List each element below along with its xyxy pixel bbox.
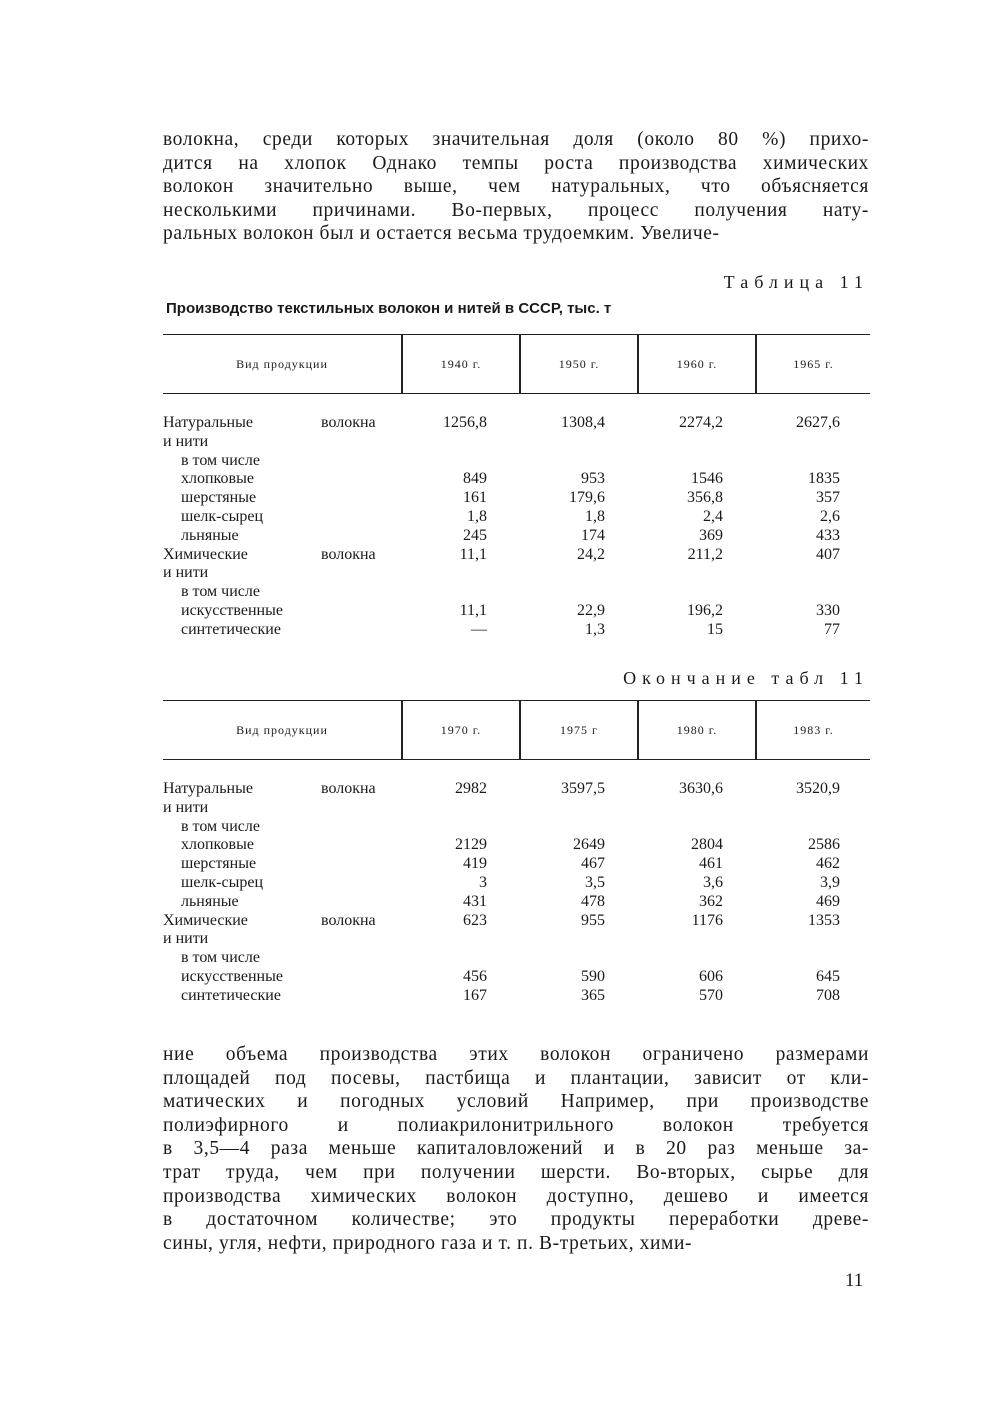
row-label-suffix: волокна — [321, 780, 376, 797]
cell-value: 2,6 — [820, 507, 840, 525]
row-label: искусственные — [181, 601, 283, 619]
production-table-1 — [163, 334, 870, 640]
cell-value: 1546 — [691, 470, 723, 488]
table-row — [163, 855, 870, 874]
table-row — [163, 470, 870, 489]
cell-value: 356,8 — [687, 489, 723, 507]
table-row — [163, 452, 870, 471]
cell-value: 211,2 — [687, 545, 723, 563]
cell-value: 362 — [699, 892, 723, 910]
header-year: 1983 г. — [793, 722, 834, 737]
table-row — [163, 930, 870, 949]
row-label: искусственные — [181, 967, 283, 985]
text-line: полиэфирного и полиакрилонитрильного волокон требуется — [163, 1114, 869, 1136]
cell-value: 1835 — [808, 470, 840, 488]
production-table-2 — [163, 700, 870, 1006]
row-label: шелк-сырец — [181, 873, 264, 891]
table-row — [163, 414, 870, 433]
text-line: трат труда, чем при получении шерсти. Во-вторых, сырье для — [163, 1161, 869, 1183]
row-label: Химические — [163, 911, 248, 929]
cell-value: 1176 — [691, 911, 723, 929]
cell-value: 590 — [581, 967, 605, 985]
table-row — [163, 564, 870, 583]
text-line: волокон значительно выше, чем натуральных, что объясняется — [163, 176, 869, 198]
cell-value: 196,2 — [687, 601, 723, 619]
table-header — [163, 334, 870, 394]
cell-value: 369 — [699, 526, 723, 544]
text-line: несколькими причинами. Во-первых, процесс получения нату- — [163, 199, 869, 221]
paragraph-top — [163, 128, 869, 246]
table1-label: Таблица 11 — [723, 272, 869, 292]
cell-value: 11,1 — [459, 545, 487, 563]
row-label: хлопковые — [181, 836, 254, 854]
row-label: шерстяные — [181, 855, 257, 873]
column-divider — [519, 701, 521, 759]
row-label: и нити — [163, 564, 209, 582]
column-divider — [401, 701, 403, 759]
cell-value: 161 — [463, 489, 487, 507]
cell-value: 1353 — [808, 911, 840, 929]
cell-value: 11,1 — [459, 601, 487, 619]
header-year: 1965 г. — [793, 356, 834, 371]
cell-value: 2586 — [808, 836, 840, 854]
cell-value: 2982 — [455, 780, 487, 797]
row-label: в том числе — [181, 949, 260, 967]
cell-value: 419 — [463, 855, 487, 873]
header-product-type: Вид продукции — [236, 722, 328, 737]
cell-value: 645 — [816, 967, 840, 985]
cell-value: 462 — [816, 855, 840, 873]
table-row — [163, 874, 870, 893]
cell-value: 1,8 — [585, 507, 605, 525]
page-number: 11 — [845, 1270, 864, 1291]
header-year: 1950 г. — [558, 356, 600, 371]
cell-value: 357 — [816, 489, 840, 507]
cell-value: 407 — [816, 545, 840, 563]
cell-value: 469 — [816, 892, 840, 910]
row-label: Натуральные — [163, 780, 253, 797]
row-label: Химические — [163, 545, 248, 563]
column-divider — [755, 701, 757, 759]
cell-value: 3,9 — [820, 873, 840, 891]
table-header — [163, 700, 870, 760]
cell-value: 2274,2 — [679, 414, 723, 431]
header-product-type: Вид продукции — [236, 356, 328, 371]
cell-value: 1308,4 — [561, 414, 605, 431]
cell-value: 15 — [707, 620, 723, 638]
table-row — [163, 433, 870, 452]
cell-value: 1256,8 — [443, 414, 487, 431]
row-label-suffix: волокна — [321, 911, 376, 929]
table-row — [163, 968, 870, 987]
table-row — [163, 583, 870, 602]
row-label: в том числе — [181, 817, 260, 835]
column-divider — [401, 335, 403, 393]
row-label-suffix: волокна — [321, 414, 376, 431]
cell-value: 2804 — [691, 836, 723, 854]
cell-value: 433 — [816, 526, 840, 544]
row-label: и нити — [163, 930, 209, 948]
cell-value: 3,5 — [585, 873, 605, 891]
table-row — [163, 489, 870, 508]
table-row — [163, 799, 870, 818]
cell-value: 2627,6 — [796, 414, 840, 431]
paragraph-bottom — [163, 1043, 869, 1255]
text-line: в достаточном количестве; это продукты переработки древе- — [163, 1209, 869, 1231]
cell-value: 3,6 — [703, 873, 723, 891]
cell-value: 467 — [581, 855, 605, 873]
cell-value: 3630,6 — [679, 780, 723, 797]
table-row — [163, 780, 870, 799]
table1-title: Производство текстильных волокон и нитей в СССР, тыс. т — [166, 300, 612, 317]
cell-value: 1,3 — [585, 620, 605, 638]
table-row — [163, 602, 870, 621]
row-label: шелк-сырец — [181, 507, 264, 525]
cell-value: 3520,9 — [796, 780, 840, 797]
table-row — [163, 818, 870, 837]
cell-value: 953 — [581, 470, 605, 488]
text-line: ральных волокон был и остается весьма трудоемким. Увеличе- — [163, 223, 720, 245]
cell-value: 2649 — [573, 836, 605, 854]
text-line: дится на хлопок Однако темпы роста производства химических — [163, 152, 869, 174]
text-line: производства химических волокон доступно, дешево и имеется — [163, 1185, 869, 1207]
cell-value: 167 — [463, 986, 487, 1004]
cell-value: 606 — [699, 967, 723, 985]
row-label: и нити — [163, 432, 209, 450]
row-label: льняные — [181, 892, 239, 910]
cell-value: 330 — [816, 601, 840, 619]
row-label: льняные — [181, 526, 239, 544]
text-line: волокна, среди которых значительная доля (около 80 %) прихо- — [163, 129, 869, 150]
cell-value: 955 — [581, 911, 605, 929]
header-year: 1940 г. — [440, 356, 482, 371]
row-label: шерстяные — [181, 489, 257, 507]
cell-value: 3597,5 — [561, 780, 605, 797]
cell-value: 2,4 — [703, 507, 723, 525]
text-line: площадей под посевы, пастбища и плантации, зависит от кли- — [163, 1067, 869, 1089]
column-divider — [519, 335, 521, 393]
table-row — [163, 546, 870, 565]
table-row — [163, 508, 870, 527]
cell-value: 174 — [581, 526, 605, 544]
cell-value: 24,2 — [577, 545, 605, 563]
cell-value: 77 — [824, 620, 840, 638]
cell-value: 1,8 — [467, 507, 487, 525]
cell-value: 179,6 — [569, 489, 605, 507]
text-line: сины, угля, нефти, природного газа и т. п. В-третьих, хими- — [163, 1232, 693, 1254]
text-line: в 3,5—4 раза меньше капиталовложений и в 20 раз меньше за- — [163, 1138, 869, 1160]
cell-value: 708 — [816, 986, 840, 1004]
cell-value: 431 — [463, 892, 487, 910]
table2-label: Окончание табл 11 — [623, 668, 869, 688]
cell-value: 456 — [463, 967, 487, 985]
row-label: Натуральные — [163, 414, 253, 431]
row-label: синтетические — [181, 986, 281, 1004]
column-divider — [637, 335, 639, 393]
cell-value: 478 — [581, 892, 605, 910]
table-row — [163, 527, 870, 546]
cell-value: 461 — [699, 855, 723, 873]
cell-value: — — [471, 620, 487, 638]
header-year: 1960 г. — [676, 356, 718, 371]
column-divider — [755, 335, 757, 393]
header-year: 1970 г. — [440, 722, 482, 737]
table-row — [163, 621, 870, 640]
cell-value: 2129 — [455, 836, 487, 854]
column-divider — [637, 701, 639, 759]
table-body — [163, 414, 870, 640]
row-label: и нити — [163, 798, 209, 816]
table-body — [163, 780, 870, 1006]
row-label-suffix: волокна — [321, 545, 376, 563]
cell-value: 365 — [581, 986, 605, 1004]
cell-value: 849 — [463, 470, 487, 488]
row-label: хлопковые — [181, 470, 254, 488]
row-label: синтетические — [181, 620, 281, 638]
cell-value: 623 — [463, 911, 487, 929]
table-row — [163, 893, 870, 912]
cell-value: 22,9 — [577, 601, 605, 619]
cell-value: 245 — [463, 526, 487, 544]
table-row — [163, 912, 870, 931]
cell-value: 3 — [479, 873, 487, 891]
table-row — [163, 836, 870, 855]
header-year: 1975 г — [560, 722, 598, 737]
text-line: ние объема производства этих волокон ограничено размерами — [163, 1044, 869, 1065]
header-year: 1980 г. — [676, 722, 718, 737]
row-label: в том числе — [181, 583, 260, 601]
table-row — [163, 987, 870, 1006]
text-line: матических и погодных условий Например, при производстве — [163, 1091, 869, 1113]
cell-value: 570 — [699, 986, 723, 1004]
table-row — [163, 949, 870, 968]
row-label: в том числе — [181, 451, 260, 469]
